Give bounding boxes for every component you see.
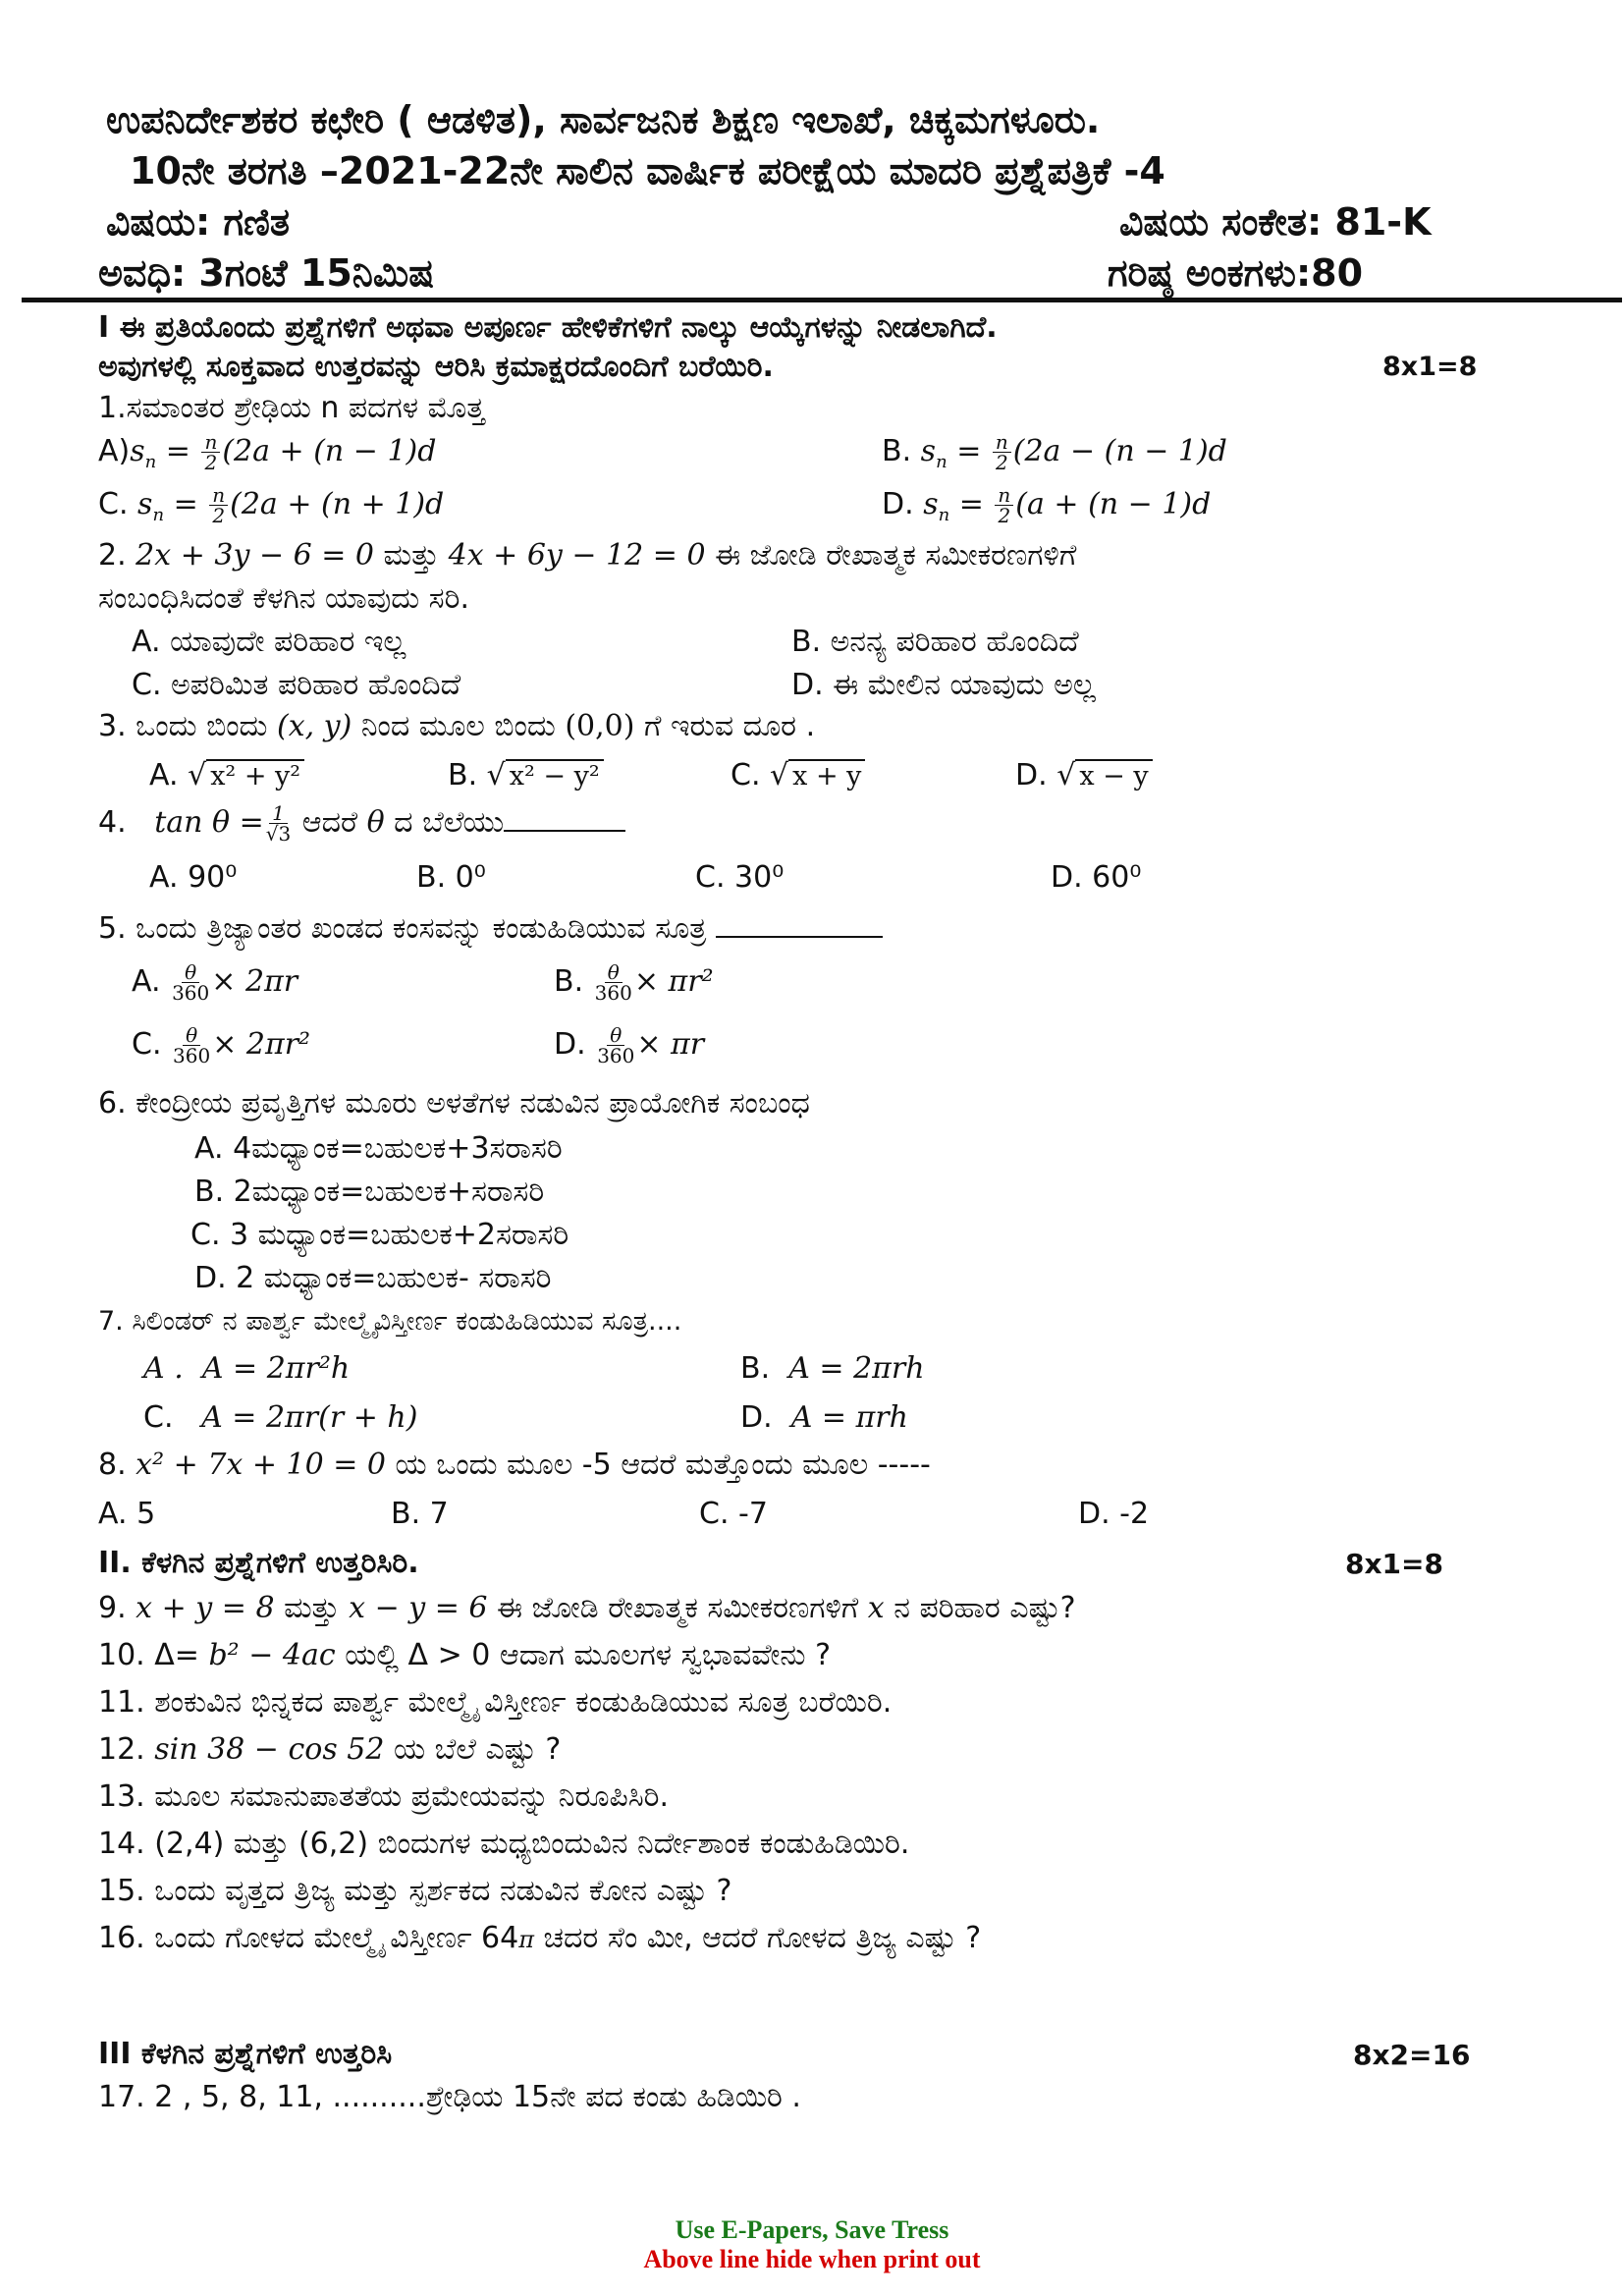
sqrt-icon: √ xyxy=(188,758,207,793)
q1-option-b: B. $s_n$ = $\frac{n}{2}$ (2a − (n − 1)d xyxy=(882,430,1227,474)
q15-text: 15. ಒಂದು ವೃತ್ತದ ತ್ರಿಜ್ಯ ಮತ್ತು ಸ್ಪರ್ಶಕದ ನಡುವಿನ ಕೋನ ಎಷ್ಟು ? xyxy=(98,1874,732,1908)
header-divider xyxy=(22,298,1622,302)
q10-text: 10. Δ= b² − 4ac ಯಲ್ಲಿ Δ > 0 ಆದಾಗ ಮೂಲಗಳ ಸ್ವಭಾವವೇನು ? xyxy=(98,1638,832,1672)
sqrt-icon: √ xyxy=(770,758,789,793)
q7-option-c: C. A = 2πr(r + h) xyxy=(143,1400,418,1435)
q1-text: 1.ಸಮಾಂತರ ಶ್ರೇಢಿಯ n ಪದಗಳ ಮೊತ್ತ xyxy=(98,391,485,425)
q8-option-c: C. -7 xyxy=(699,1497,768,1531)
q5-text: 5. ಒಂದು ತ್ರಿಜ್ಯಾಂತರ ಖಂಡದ ಕಂಸವನ್ನು ಕಂಡುಹಿಡಿಯುವ ಸೂತ್ರ xyxy=(98,911,883,946)
exam-title: 10ನೇ ತರಗತಿ –2021-22ನೇ ಸಾಲಿನ ವಾರ್ಷಿಕ ಪರೀಕ್ಷೆಯ ಮಾದರಿ ಪ್ರಶ್ನೆಪತ್ರಿಕೆ -4 xyxy=(130,149,1165,192)
q2-text: 2. 2x + 3y − 6 = 0 ಮತ್ತು 4x + 6y − 12 = 0 ಈ ಜೋಡಿ ರೇಖಾತ್ಮಕ ಸಮೀಕರಣಗಳಿಗೆ xyxy=(98,538,1077,573)
duration: ಅವಧಿ: 3ಗಂಟೆ 15ನಿಮಿಷ xyxy=(98,251,435,295)
q3-text: 3. ಒಂದು ಬಿಂದು (x, y) ನಿಂದ ಮೂಲ ಬಿಂದು (0,0) ಗೆ ಇರುವ ದೂರ . xyxy=(98,709,816,743)
q2-option-a: A. ಯಾವುದೇ ಪರಿಹಾರ ಇಲ್ಲ xyxy=(132,625,406,659)
q1-option-c: C. $s_n$ = $\frac{n}{2}$ (2a + (n + 1)d xyxy=(98,483,445,527)
answer-blank xyxy=(504,830,625,832)
q11-text: 11. ಶಂಕುವಿನ ಭಿನ್ನಕದ ಪಾರ್ಶ್ವ ಮೇಲ್ಮೈ ವಿಸ್ತೀರ್ಣ ಕಂಡುಹಿಡಿಯುವ ಸೂತ್ರ ಬರೆಯಿರಿ. xyxy=(98,1685,893,1720)
sqrt-icon: √ xyxy=(486,758,506,793)
footer-eco-note: Use E-Papers, Save Tress xyxy=(675,2215,949,2244)
section2-marks: 8x1=8 xyxy=(1345,1548,1443,1580)
q2-text-line2: ಸಂಬಂಧಿಸಿದಂತೆ ಕೆಳಗಿನ ಯಾವುದು ಸರಿ. xyxy=(98,581,469,616)
q4-option-c: C. 30⁰ xyxy=(695,860,785,895)
q6-text: 6. ಕೇಂದ್ರೀಯ ಪ್ರವೃತ್ತಿಗಳ ಮೂರು ಅಳತೆಗಳ ನಡುವಿನ ಪ್ರಾಯೋಗಿಕ ಸಂಬಂಧ xyxy=(98,1086,810,1121)
q8-option-b: B. 7 xyxy=(391,1497,449,1531)
q3-option-c: C. √ x + y xyxy=(731,758,865,793)
q6-option-b: B. 2ಮಧ್ಯಾಂಕ=ಬಹುಲಕ+ಸರಾಸರಿ xyxy=(194,1175,545,1209)
subject-label: ವಿಷಯ: ಗಣಿತ xyxy=(106,200,291,244)
q7-option-b: B. A = 2πrh xyxy=(740,1351,925,1386)
q6-option-c: C. 3 ಮಧ್ಯಾಂಕ=ಬಹುಲಕ+2ಸರಾಸರಿ xyxy=(190,1218,569,1252)
q7-option-d: D. A = πrh xyxy=(740,1400,908,1435)
q17-text: 17. 2 , 5, 8, 11, ..........ಶ್ರೇಢಿಯ 15ನೇ ಪದ ಕಂಡು ಹಿಡಿಯಿರಿ . xyxy=(98,2080,801,2114)
q5-option-b: B. $\frac{\theta}{360}$ × πr² xyxy=(554,960,714,1005)
q6-option-d: D. 2 ಮಧ್ಯಾಂಕ=ಬಹುಲಕ- ಸರಾಸರಿ xyxy=(194,1261,552,1295)
answer-blank xyxy=(716,936,883,938)
sqrt-icon: √ xyxy=(1056,758,1076,793)
section1-instruction-line1: I ಈ ಪ್ರತಿಯೊಂದು ಪ್ರಶ್ನೆಗಳಿಗೆ ಅಥವಾ ಅಪೂರ್ಣ ಹೇಳಿಕೆಗಳಿಗೆ ನಾಲ್ಕು ಆಯ್ಕೆಗಳನ್ನು ನೀಡಲಾಗಿದೆ. xyxy=(98,310,998,345)
section2-heading: II. ಕೆಳಗಿನ ಪ್ರಶ್ನೆಗಳಿಗೆ ಉತ್ತರಿಸಿರಿ. xyxy=(98,1546,419,1580)
q5-option-a: A. $\frac{\theta}{360}$ × 2πr xyxy=(132,960,298,1005)
section3-heading: III ಕೆಳಗಿನ ಪ್ರಶ್ನೆಗಳಿಗೆ ಉತ್ತರಿಸಿ xyxy=(98,2037,393,2071)
q4-option-a: A. 90⁰ xyxy=(149,860,238,895)
q7-option-a: A . A = 2πr²h xyxy=(143,1351,351,1386)
q3-option-a: A. √ x² + y² xyxy=(149,758,304,793)
q8-option-a: A. 5 xyxy=(98,1497,156,1531)
section1-instruction-line2: ಅವುಗಳಲ್ಲಿ ಸೂಕ್ತವಾದ ಉತ್ತರವನ್ನು ಆರಿಸಿ ಕ್ರಮಾಕ್ಷರದೊಂದಿಗೆ ಬರೆಯಿರಿ. xyxy=(98,350,774,384)
q4-text: 4. tan θ = $\frac{1}{√3}$ ಆದರೆ θ ದ ಬೆಲೆಯು xyxy=(98,803,625,844)
q8-option-d: D. -2 xyxy=(1078,1497,1150,1531)
q4-option-b: B. 0⁰ xyxy=(416,860,486,895)
q14-text: 14. (2,4) ಮತ್ತು (6,2) ಬಿಂದುಗಳ ಮಧ್ಯಬಿಂದುವಿನ ನಿರ್ದೇಶಾಂಕ ಕಂಡುಹಿಡಿಯಿರಿ. xyxy=(98,1827,910,1861)
office-title: ಉಪನಿರ್ದೇಶಕರ ಕಛೇರಿ ( ಆಡಳಿತ), ಸಾರ್ವಜನಿಕ ಶಿಕ್ಷಣ ಇಲಾಖೆ, ಚಿಕ್ಕಮಗಳೂರು. xyxy=(106,98,1101,141)
q2-option-b: B. ಅನನ್ಯ ಪರಿಹಾರ ಹೊಂದಿದೆ xyxy=(791,625,1079,659)
q7-text: 7. ಸಿಲಿಂಡರ್ ನ ಪಾರ್ಶ್ವ ಮೇಲ್ಮೈವಿಸ್ತೀರ್ಣ ಕಂಡುಹಿಡಿಯುವ ಸೂತ್ರ.... xyxy=(98,1306,682,1337)
q1-option-d: D. $s_n$ = $\frac{n}{2}$ (a + (n − 1)d xyxy=(882,483,1212,527)
q2-option-c: C. ಅಪರಿಮಿತ ಪರಿಹಾರ ಹೊಂದಿದೆ xyxy=(132,668,461,702)
q3-option-b: B. √ x² − y² xyxy=(448,758,604,793)
q3-option-d: D. √ x − y xyxy=(1015,758,1153,793)
q6-option-a: A. 4ಮಧ್ಯಾಂಕ=ಬಹುಲಕ+3ಸರಾಸರಿ xyxy=(194,1131,563,1166)
q8-text: 8. x² + 7x + 10 = 0 ಯ ಒಂದು ಮೂಲ -5 ಆದರೆ ಮತ್ತೊಂದು ಮೂಲ ----- xyxy=(98,1448,931,1482)
q5-option-c: C. $\frac{\theta}{360}$ × 2πr² xyxy=(132,1023,311,1067)
q9-text: 9. x + y = 8 ಮತ್ತು x − y = 6 ಈ ಜೋಡಿ ರೇಖಾತ್ಮಕ ಸಮೀಕರಣಗಳಿಗೆ x ನ ಪರಿಹಾರ ಎಷ್ಟು? xyxy=(98,1591,1076,1625)
q1-option-a: $A)s_n$ = $\frac{n}{2}$ (2a + (n − 1)d xyxy=(98,430,437,474)
section3-marks: 8x2=16 xyxy=(1353,2039,1471,2071)
q4-option-d: D. 60⁰ xyxy=(1051,860,1142,895)
q5-option-d: D. $\frac{\theta}{360}$ × πr xyxy=(554,1023,705,1067)
section1-marks: 8x1=8 xyxy=(1382,352,1478,382)
q13-text: 13. ಮೂಲ ಸಮಾನುಪಾತತೆಯ ಪ್ರಮೇಯವನ್ನು ನಿರೂಪಿಸಿರಿ. xyxy=(98,1779,670,1814)
q12-text: 12. sin 38 − cos 52 ಯ ಬೆಲೆ ಎಷ್ಟು ? xyxy=(98,1732,562,1767)
q2-option-d: D. ಈ ಮೇಲಿನ ಯಾವುದು ಅಲ್ಲ xyxy=(791,668,1096,702)
q16-text: 16. ಒಂದು ಗೋಳದ ಮೇಲ್ಮೈ ವಿಸ್ತೀರ್ಣ 64π ಚದರ ಸೆಂ ಮೀ, ಆದರೆ ಗೋಳದ ತ್ರಿಜ್ಯ ಎಷ್ಟು ? xyxy=(98,1921,982,1955)
footer-print-note: Above line hide when print out xyxy=(643,2245,981,2273)
max-marks: ಗರಿಷ್ಠ ಅಂಕಗಳು:80 xyxy=(1108,251,1364,295)
subject-code: ವಿಷಯ ಸಂಕೇತ: 81-K xyxy=(1119,200,1432,244)
